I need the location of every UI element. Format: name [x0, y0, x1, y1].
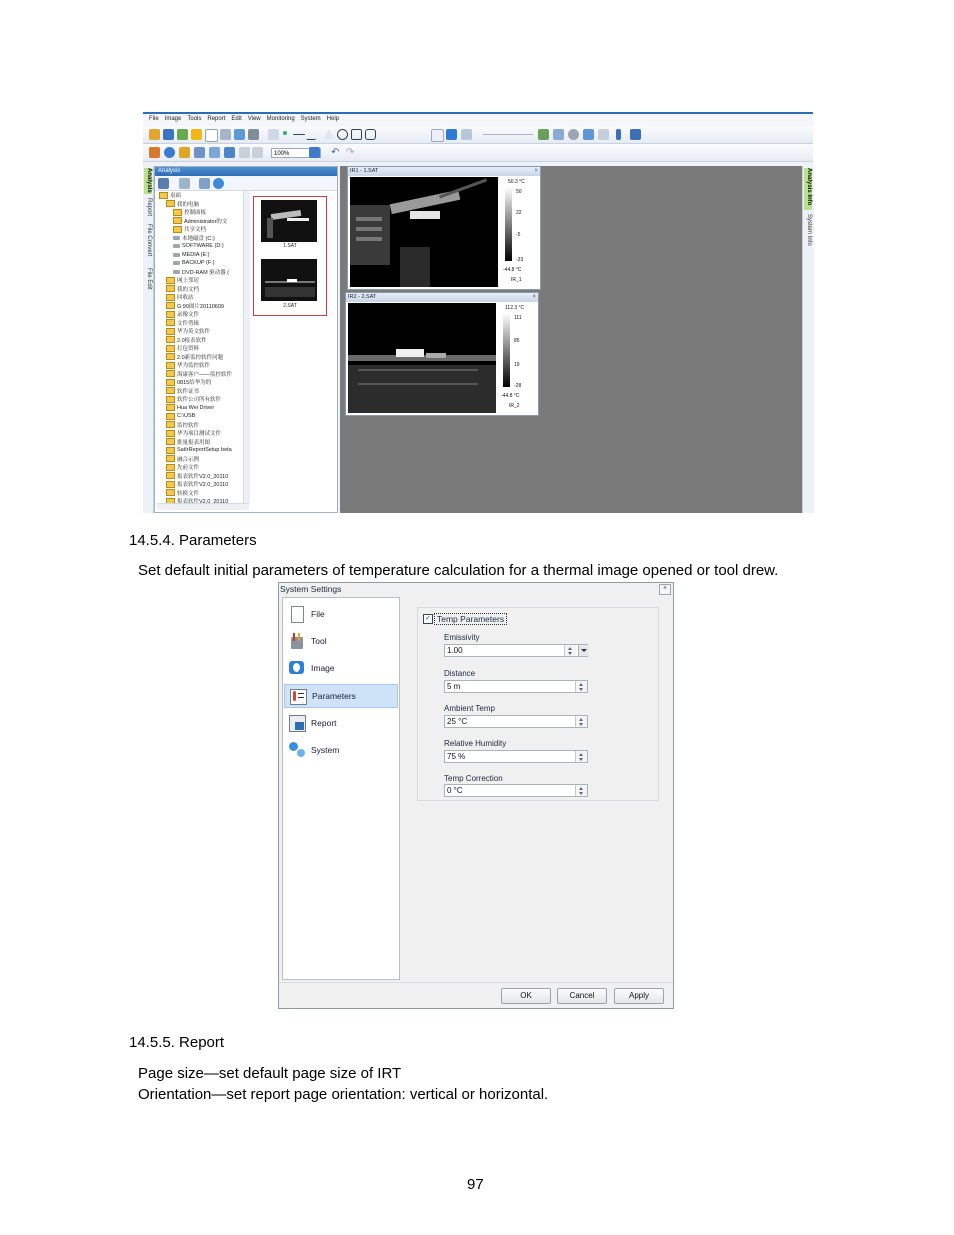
temp-correction-value: 0 °C: [447, 786, 463, 795]
rectangle-tool-icon[interactable]: [351, 129, 362, 140]
text-icon[interactable]: [224, 147, 235, 158]
thumb-2-structure: [265, 287, 315, 297]
tree-item-label: MEDIA (E:): [182, 251, 210, 258]
ir2-window[interactable]: [345, 292, 539, 416]
tree-item[interactable]: [157, 395, 243, 404]
tree-item[interactable]: [157, 429, 243, 438]
distance-field[interactable]: [444, 680, 588, 693]
nav-item-parameters[interactable]: [284, 684, 398, 708]
folder-icon: [166, 404, 175, 411]
tree-item[interactable]: [157, 259, 243, 268]
line-tool-icon[interactable]: [293, 134, 305, 135]
isotherm-icon[interactable]: [252, 147, 263, 158]
menu-report[interactable]: Report: [207, 116, 226, 122]
apply-button[interactable]: Apply: [614, 988, 664, 1004]
nav-item-file[interactable]: [284, 602, 398, 626]
tree-item-label: BACKUP (F:): [182, 260, 215, 267]
tab-system-info[interactable]: System Info: [806, 214, 812, 246]
folder-icon: [166, 285, 175, 292]
section-heading-report: 14.5.5. Report: [129, 1034, 225, 1051]
ir2-tick-4: -28: [514, 383, 522, 389]
nav-label-tool: Tool: [311, 636, 327, 646]
left-side-tabs: [143, 166, 154, 513]
folder-icon: [166, 413, 175, 420]
relative-humidity-field[interactable]: [444, 750, 588, 763]
tree-item[interactable]: [157, 242, 243, 251]
tree-item[interactable]: [157, 217, 243, 226]
tree-item-label: Administrator的文: [184, 218, 228, 225]
level-icon[interactable]: [179, 147, 190, 158]
tree-item-label: 文件剪辑: [177, 320, 200, 327]
tree-item[interactable]: [157, 225, 243, 234]
tab-file-edit[interactable]: File Edit: [146, 268, 152, 290]
list-icon[interactable]: [194, 147, 205, 158]
ok-button[interactable]: OK: [501, 988, 551, 1004]
nav-item-image[interactable]: [284, 656, 398, 680]
temp-parameters-group: [417, 607, 659, 801]
ir1-scale-min: -44.8 °C: [503, 267, 522, 273]
page-number: 97: [467, 1176, 484, 1193]
menu-edit[interactable]: Edit: [231, 116, 242, 122]
tree-item[interactable]: [157, 200, 243, 209]
report-icon: [289, 715, 305, 731]
ir1-tick-3: -5: [516, 232, 521, 238]
ir2-window-title: [346, 293, 538, 302]
nav-label-file: File: [311, 609, 325, 619]
sort-icon[interactable]: [179, 178, 190, 189]
ir2-structure: [348, 365, 496, 413]
system-icon-gear-small: [297, 749, 305, 757]
drive-icon: [173, 236, 180, 240]
tree-item[interactable]: [157, 319, 243, 328]
tree-item-label: 软件证书: [177, 388, 200, 395]
temp-parameters-title: Temp Parameters: [434, 613, 507, 625]
parameters-icon-line-b: [298, 697, 304, 698]
parameters-icon-line-a: [298, 693, 304, 694]
folder-icon: [173, 209, 182, 216]
circle-tool-icon[interactable]: [337, 129, 348, 140]
tree-item-label: Hua Wei Driver: [177, 404, 215, 411]
folder-icon: [166, 430, 175, 437]
ir1-insulator-ring-b: [356, 227, 382, 231]
cancel-button[interactable]: Cancel: [557, 988, 607, 1004]
ir1-tick-1: 50: [516, 189, 522, 195]
folder-icon: [166, 455, 175, 462]
new-page-icon[interactable]: [205, 129, 218, 142]
settings-nav: [282, 597, 400, 980]
folder-icon: [173, 217, 182, 224]
folder-icon: [166, 370, 175, 377]
tree-item-label: 华为监控软件: [177, 363, 211, 370]
tree-item-label: C:\USB: [177, 413, 196, 420]
tree-item-label: 报表软件V2.0_20110: [177, 482, 229, 489]
right-side-tabs: [802, 166, 814, 513]
tree-item[interactable]: [157, 336, 243, 345]
snapshot-icon[interactable]: [598, 129, 609, 140]
ir1-hot-clamp: [410, 211, 440, 219]
save-icon[interactable]: [163, 129, 174, 140]
open-folder-icon[interactable]: [149, 129, 160, 140]
folder-icon: [166, 311, 175, 318]
dialog-title: System Settings: [279, 583, 673, 596]
image-icon-circle: [293, 663, 300, 672]
dialog-close-icon[interactable]: ×: [659, 584, 671, 595]
relative-humidity-spinner[interactable]: [575, 751, 587, 762]
emissivity-field[interactable]: [444, 644, 588, 657]
menu-image[interactable]: Image: [164, 116, 182, 122]
menu-monitoring[interactable]: Monitoring: [266, 116, 295, 122]
tree-item-label: 批量报表用图: [177, 439, 211, 446]
tab-report[interactable]: Report: [146, 198, 152, 217]
report-icon-badge: [295, 722, 304, 730]
usb-icon[interactable]: [616, 129, 621, 140]
folder-icon: [166, 200, 175, 207]
ir2-thermal-image[interactable]: [348, 303, 496, 413]
network-icon[interactable]: [630, 129, 641, 140]
tool-icon-pencil: [298, 633, 300, 641]
tree-item-label: 软件公司所有软件: [177, 397, 222, 404]
folder-icon: [159, 192, 168, 199]
tree-item[interactable]: [157, 480, 243, 489]
tree-item[interactable]: [157, 191, 243, 200]
zoom-fit-icon[interactable]: [309, 147, 320, 158]
tree-item[interactable]: [157, 310, 243, 319]
drive-icon: [173, 253, 180, 257]
play-icon[interactable]: [191, 129, 202, 140]
ir2-rail-b: [358, 383, 478, 385]
folder-icon: [166, 464, 175, 471]
menu-file[interactable]: File: [149, 116, 159, 122]
export-icon[interactable]: [234, 129, 245, 140]
ir1-thermal-image[interactable]: [350, 177, 498, 287]
nav-label-system: System: [311, 745, 340, 755]
report-page-size-line: Page size—set default page size of IRT: [138, 1065, 402, 1082]
ir2-hot-spot: [396, 349, 424, 357]
ir1-scale-bar: [505, 187, 512, 261]
tree-item-label: 转换文件: [177, 490, 200, 497]
folder-icon: [166, 319, 175, 326]
contrast-icon[interactable]: [164, 147, 175, 158]
menu-view[interactable]: View: [247, 116, 261, 122]
record-icon[interactable]: [568, 129, 579, 140]
ir2-rail-a: [358, 369, 478, 371]
folder-icon: [173, 226, 182, 233]
drive-icon: [173, 244, 180, 248]
folder-icon: [166, 302, 175, 309]
ir1-insulator-left: [350, 205, 390, 265]
thumb-2-hot-spot: [287, 279, 297, 282]
tree-item-label: 报表软件V2.0_20110: [177, 473, 229, 480]
import-icon[interactable]: [177, 129, 188, 140]
tree-item-label: 海康客户——监控软件: [177, 371, 233, 378]
ambient-temp-value: 25 °C: [447, 717, 468, 726]
tree-item[interactable]: [157, 302, 243, 311]
system-icon-gear-large: [289, 742, 298, 751]
fusion-icon[interactable]: [239, 147, 250, 158]
parameters-description: Set default initial parameters of temperature calculation for a thermal image opened or tool drew.: [138, 562, 779, 579]
tree-item-label: 录像文件: [177, 312, 200, 319]
nav-item-report[interactable]: [284, 711, 398, 735]
dialog-footer-divider: [279, 982, 673, 983]
compare-icon[interactable]: [248, 129, 259, 140]
folder-icon: [166, 387, 175, 394]
tree-item-label: 华为英文软件: [177, 329, 211, 336]
polygon-tool-icon[interactable]: [365, 129, 376, 140]
tree-item[interactable]: [157, 446, 243, 455]
tree-item[interactable]: [157, 353, 243, 362]
file-icon-page: [291, 606, 304, 623]
folder-icon: [166, 421, 175, 428]
ambient-temp-label: Ambient Temp: [444, 704, 495, 713]
tree-item-label: 控制面板: [184, 210, 207, 217]
ir2-close-icon[interactable]: ×: [532, 294, 536, 300]
tree-item-label: 打包资料: [177, 346, 200, 353]
tree-item[interactable]: [157, 421, 243, 430]
tree-item[interactable]: [157, 293, 243, 302]
drive-icon: [173, 270, 180, 274]
nav-label-image: Image: [311, 663, 335, 673]
thumbnail-2-label: 2.SAT: [283, 303, 297, 309]
tree-item[interactable]: [157, 276, 243, 285]
thumbnail-1-label: 1.SAT: [283, 243, 297, 249]
ir1-color-scale: [500, 177, 538, 287]
folder-icon: [166, 379, 175, 386]
parameters-icon: [290, 688, 306, 704]
tree-vertical-scrollbar[interactable]: [243, 191, 250, 503]
nav-item-system[interactable]: [284, 738, 398, 762]
emissivity-spinner[interactable]: [564, 645, 576, 656]
menu-bar: [143, 114, 813, 126]
ir1-insulator-right: [400, 247, 430, 287]
emissivity-dropdown[interactable]: [578, 645, 589, 656]
drive-icon: [173, 261, 180, 265]
tree-item[interactable]: [157, 404, 243, 413]
image-toolbar: [143, 144, 813, 162]
video-icon[interactable]: [583, 129, 594, 140]
tree-item[interactable]: [157, 370, 243, 379]
tree-item[interactable]: [157, 489, 243, 498]
system-settings-dialog: [278, 582, 674, 1009]
relative-humidity-label: Relative Humidity: [444, 739, 507, 748]
thumb-1-insulator: [267, 218, 273, 238]
tree-item-label: 华为项目测试文件: [177, 431, 222, 438]
chart-icon[interactable]: [431, 129, 444, 142]
folder-icon: [166, 447, 175, 454]
tree-item-label: G:90图片20110609: [177, 303, 224, 310]
ir1-tick-2: 22: [516, 210, 522, 216]
menu-system[interactable]: System: [300, 116, 321, 122]
report-orientation-line: Orientation—set report page orientation: vertical or horizontal.: [138, 1086, 549, 1103]
tree-item-label: 桌面: [170, 193, 182, 200]
emissivity-value: 1.00: [447, 646, 463, 655]
redo-icon[interactable]: ↷: [346, 147, 355, 158]
tree-item-label: 网上邻居: [177, 278, 200, 285]
tree-item[interactable]: [157, 455, 243, 464]
camera-icon[interactable]: [538, 129, 549, 140]
ir1-scale-max: 50.3 °C: [508, 179, 525, 185]
folder-icon: [166, 472, 175, 479]
ir1-insulator-ring-c: [356, 237, 382, 241]
distance-spinner[interactable]: [575, 681, 587, 692]
tree-item[interactable]: [157, 361, 243, 370]
thumbnail-list: [253, 196, 327, 316]
analysis-panel-toolbar: [155, 176, 337, 191]
ir1-label: IR_1: [511, 277, 522, 283]
ir2-tick-2: 85: [514, 338, 520, 344]
folder-icon: [166, 362, 175, 369]
folder-icon: [166, 336, 175, 343]
tree-item-label: 我的文档: [177, 286, 200, 293]
tree-item[interactable]: [157, 378, 243, 387]
tree-item[interactable]: [157, 208, 243, 217]
image-viewer-area: [340, 166, 802, 513]
nav-label-report: Report: [311, 718, 337, 728]
section-heading-parameters: 14.5.4. Parameters: [129, 532, 257, 549]
tree-item-label: 融合示例: [177, 456, 200, 463]
nav-label-parameters: Parameters: [312, 691, 356, 701]
folder-tree[interactable]: [157, 191, 243, 501]
undo-icon[interactable]: ↶: [331, 147, 340, 158]
tree-item-label: 我的电脑: [177, 201, 200, 208]
zoom-select[interactable]: 100%: [271, 148, 321, 158]
toolbar-divider: [483, 134, 533, 135]
ir1-close-icon[interactable]: ×: [534, 168, 538, 174]
ambient-temp-field[interactable]: [444, 715, 588, 728]
distance-label: Distance: [444, 669, 476, 678]
ir2-color-scale: [498, 303, 536, 413]
tree-item[interactable]: [157, 387, 243, 396]
search-icon[interactable]: [199, 178, 210, 189]
ir2-tick-1: 111: [514, 315, 522, 321]
folder-icon: [166, 353, 175, 360]
ir2-scale-max: 112.3 °C: [505, 305, 525, 311]
ir1-wire: [439, 179, 487, 199]
image-icon: [289, 660, 305, 676]
tree-item-label: DVD-RAM 驱动器 (: [182, 269, 230, 276]
folder-icon: [166, 294, 175, 301]
ir2-title-text: IR2 - 2.SAT: [348, 294, 377, 300]
tree-horizontal-scrollbar[interactable]: [157, 503, 249, 510]
tree-item-label: 回收站: [177, 295, 194, 302]
folder-icon: [166, 481, 175, 488]
folder-icon: [166, 396, 175, 403]
folder-icon: [166, 438, 175, 445]
tree-item[interactable]: [157, 463, 243, 472]
angled-line-icon[interactable]: [306, 129, 322, 140]
folder-icon: [166, 489, 175, 496]
pointer-icon[interactable]: [268, 129, 279, 140]
tree-item-label: 0815给华为的: [177, 380, 212, 387]
table-icon[interactable]: [461, 129, 472, 140]
ir1-window[interactable]: [347, 166, 541, 290]
menu-tools[interactable]: Tools: [187, 116, 202, 122]
temp-parameters-checkbox[interactable]: ✓: [423, 614, 433, 624]
nav-item-tool[interactable]: [284, 629, 398, 653]
tool-icon: [289, 633, 305, 649]
temp-correction-spinner[interactable]: [575, 785, 587, 796]
ir2-scale-bar: [503, 313, 510, 387]
info-icon[interactable]: [446, 129, 457, 140]
thumb-1-hot-line: [287, 218, 309, 221]
ir2-warm-area: [426, 353, 446, 358]
tab-analysis-info[interactable]: Analysis Info: [804, 168, 812, 210]
tab-analysis[interactable]: Analysis: [146, 168, 152, 193]
ambient-temp-spinner[interactable]: [575, 716, 587, 727]
temp-correction-label: Temp Correction: [444, 774, 503, 783]
folder-icon: [166, 277, 175, 284]
tree-item[interactable]: [157, 327, 243, 336]
ir2-tick-3: 19: [514, 362, 520, 368]
ir1-tick-4: -33: [516, 257, 524, 263]
ir1-title-text: IR1 - 1.SAT: [350, 168, 379, 174]
settings-icon[interactable]: [213, 178, 224, 189]
tree-item[interactable]: [157, 412, 243, 421]
emissivity-label: Emissivity: [444, 633, 480, 642]
tree-item[interactable]: [157, 268, 243, 277]
main-toolbar: [143, 126, 813, 144]
tree-item-label: 监控软件: [177, 422, 200, 429]
tree-item-label: SatIrReportSetup beta: [177, 447, 232, 454]
folder-icon: [166, 345, 175, 352]
tree-item-label: 共享文档: [184, 227, 207, 234]
temp-correction-field[interactable]: [444, 784, 588, 797]
thumbnail-1[interactable]: [261, 200, 317, 242]
tool-icon-pen: [293, 633, 295, 641]
ir2-label: IR_2: [509, 403, 520, 409]
tree-item-label: SOFTWARE (D:): [182, 243, 224, 250]
file-icon: [289, 606, 305, 622]
palette-icon[interactable]: [149, 147, 160, 158]
tab-file-convert[interactable]: File Convert: [146, 224, 152, 257]
folder-icon: [166, 328, 175, 335]
menu-help[interactable]: Help: [326, 116, 340, 122]
ir1-insulator-ring-a: [356, 217, 382, 221]
tree-item-label: 本地磁盘 (C:): [182, 235, 215, 242]
tree-item-label: 2.0新监控软件问题: [177, 354, 224, 361]
tree-item[interactable]: [157, 251, 243, 260]
analysis-panel: [154, 166, 338, 513]
parameters-icon-thermometer: [293, 691, 296, 701]
tree-item[interactable]: [157, 438, 243, 447]
tree-item[interactable]: [157, 234, 243, 243]
settings-content: [405, 597, 671, 980]
ir2-scale-min: -44.8 °C: [501, 393, 520, 399]
spot-tool-icon[interactable]: [283, 131, 287, 135]
view-mode-icon[interactable]: [158, 178, 169, 189]
system-icon: [289, 742, 305, 758]
tree-item[interactable]: [157, 344, 243, 353]
thumbnail-2[interactable]: [261, 259, 317, 301]
analysis-panel-title: Analysis: [155, 167, 337, 176]
grid-icon[interactable]: [209, 147, 220, 158]
distance-value: 5 m: [447, 682, 461, 691]
tree-item-label: 先前文件: [177, 465, 200, 472]
tree-item-label: 2.0报表软件: [177, 337, 207, 344]
relative-humidity-value: 75 %: [447, 752, 466, 761]
tree-item[interactable]: [157, 472, 243, 481]
image-edit-icon[interactable]: [553, 129, 564, 140]
triangle-tool-icon[interactable]: [324, 129, 334, 139]
report-icon[interactable]: [220, 129, 231, 140]
tree-item[interactable]: [157, 285, 243, 294]
ir1-window-title: [348, 167, 540, 176]
app-screenshot: [143, 112, 813, 511]
